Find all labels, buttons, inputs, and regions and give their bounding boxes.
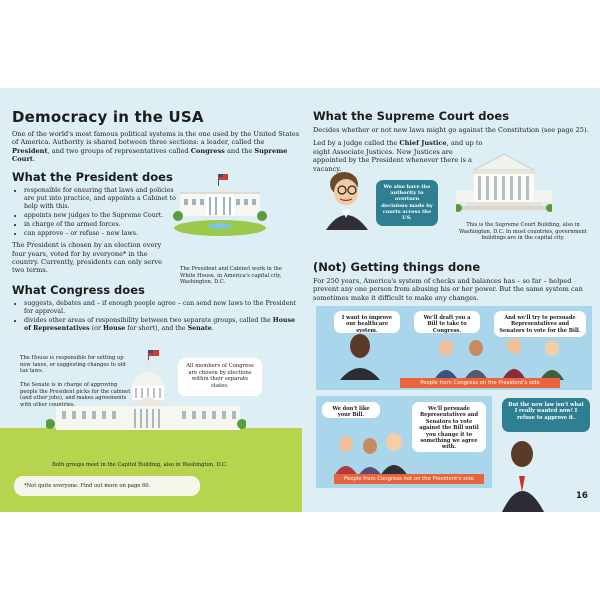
list-item: • in charge of the armed forces. <box>24 221 182 229</box>
comic-band-allies: People from Congress on the President's side <box>400 378 560 388</box>
not-done-heading: (Not) Getting things done <box>313 260 481 274</box>
comic-bubble-allies: And we'll try to persuade Representatives and Senators to vote for the Bill. <box>494 311 586 337</box>
page-title: Democracy in the USA <box>12 108 204 126</box>
president-character <box>500 440 546 512</box>
list-item: • divides other areas of responsibility between two separate groups, called the House of Representatives (or House for short), and the Senate. <box>24 317 302 333</box>
comic-bubble-opponent-1: We don't like your Bill. <box>322 402 380 418</box>
list-item: • can approve – or refuse – new laws. <box>24 230 182 238</box>
white-house-caption: The President and Cabinet work in the White House, in America's capital city, Washington, D.C. <box>180 266 282 286</box>
intro-paragraph: One of the world's most famous political systems is the one used by the United States of America. Authority is shared between three sections: a leader, called the President, and two groups of representatives called Congress and the Supreme Court. <box>12 130 300 164</box>
supreme-court-p2: Led by a judge called the Chief Justice, and up to eight Associate Justices. New Justices are appointed by the President whenever there is a vacancy. <box>313 139 483 173</box>
not-done-section <box>313 254 593 305</box>
president-list <box>12 187 182 239</box>
congress-list <box>12 300 302 333</box>
list-item: • responsible for ensuring that laws and policies are put into practice, and appoints a Cabinet to help with this. <box>24 187 182 211</box>
president-heading: What the President does <box>12 169 173 184</box>
list-item: • appoints new judges to the Supreme Court. <box>24 212 182 220</box>
supreme-court-heading: What the Supreme Court does <box>313 109 510 123</box>
comic-bubble-cabinet: We'll draft you a Bill to take to Congress. <box>414 311 480 333</box>
list-item: • suggests, debates and – if enough people agree – can send new laws to the President for approval. <box>24 300 302 316</box>
footnote: *Not quite everyone. Find out more on page 60. <box>14 476 200 496</box>
comic-band-opponents: People from Congress not on the President's side <box>334 474 484 484</box>
house-text: The House is responsible for setting up new taxes, or suggesting changes to old tax laws. <box>20 355 126 375</box>
congress-heading: What Congress does <box>12 282 145 297</box>
grass-ground <box>0 428 302 512</box>
supreme-court-p1: Decides whether or not new laws might go against the Constitution (see page 25). <box>313 126 589 134</box>
left-column <box>12 90 302 336</box>
not-done-paragraph: For 250 years, America's system of checks and balances has – so far – helped prevent any one person from abusing his or her power. But the same system can sometimes make it difficult to make any changes. <box>313 277 583 302</box>
judge-speech-bubble: We also have the authority to overturn decisions made by courts across the US. <box>376 180 438 226</box>
comic-bubble-opponent-2: We'll persuade Representatives and Senators to vote against the Bill until you change it to something we agree with. <box>412 402 486 452</box>
page-number: 16 <box>576 491 588 501</box>
supreme-court-caption: This is the Supreme Court Building, also in Washington, D.C. In most countries, government buildings are in the capital city. <box>459 222 587 242</box>
comic-bubble-president-1: I want to improve our healthcare system. <box>334 311 400 333</box>
senate-text: The Senate is in charge of approving people the President picks for the cabinet (and other jobs), and makes agreements with other countries. <box>20 382 131 408</box>
comic-bubble-president-2: But the new law isn't what I really wanted now! I refuse to approve it. <box>502 398 590 432</box>
congress-bubble: All members of Congress are chosen by elections within their separate states. <box>178 358 262 396</box>
judge-character <box>322 170 374 230</box>
right-column <box>313 90 593 176</box>
capitol-caption: Both groups meet in the Capitol Building, also in Washington, D.C. <box>52 462 228 468</box>
president-election-text: The President is chosen by an election every four years, voted for by everyone* in the country. Currently, presidents can only serve two terms. <box>12 241 162 275</box>
